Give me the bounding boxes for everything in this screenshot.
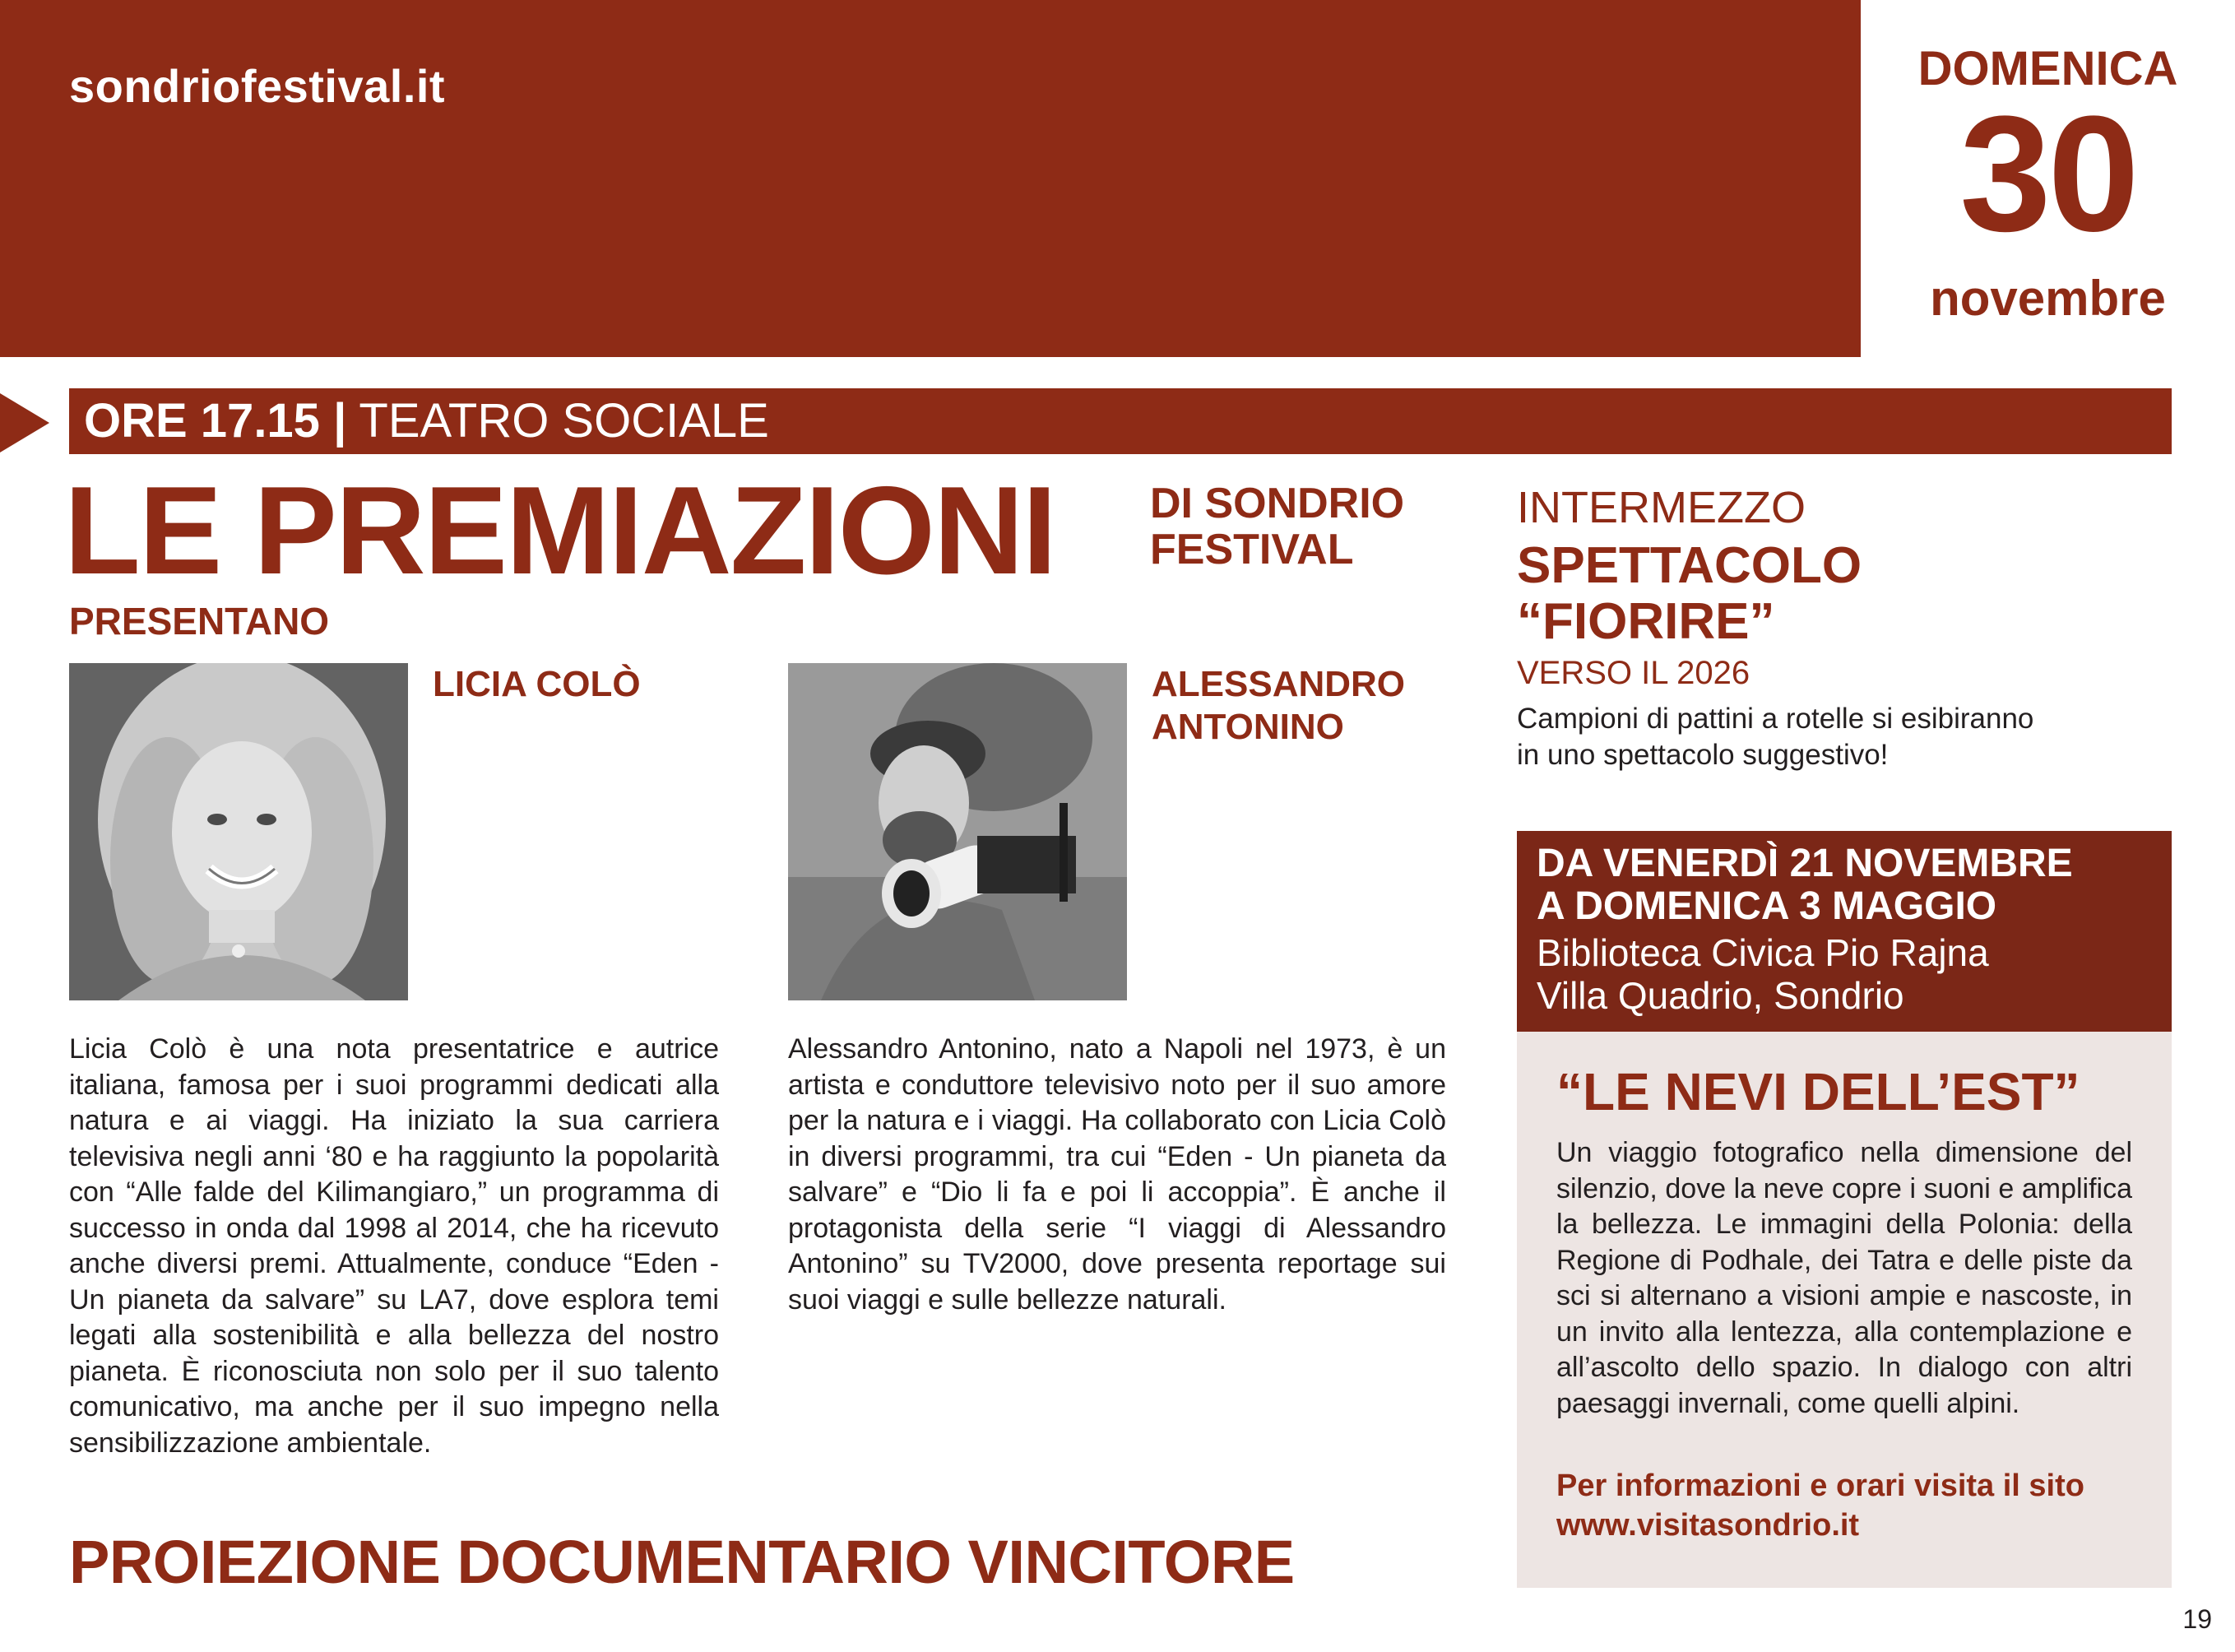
intermezzo-title [1517, 538, 1862, 650]
header-band [0, 0, 1861, 357]
event-subtitle [1150, 480, 1404, 573]
exhibition-info [1556, 1466, 2084, 1545]
presenter-name-alessandro [1152, 663, 1405, 749]
portrait-woman-image [69, 663, 408, 1000]
intermezzo-desc-line: in uno spettacolo suggestivo! [1517, 739, 1889, 771]
presenter-bio-alessandro: Alessandro Antonino, nato a Napoli nel 1973, è un artista e conduttore televisivo noto per il suo amore per la natura e i viaggi. Ha collaborato con Licia Colò in diversi programmi, tra cui “Eden - Un pianeta da salvare” e “Dio li fa e poi li accoppia”. È anche il protagonista della serie “I viaggi di Alessandro Antonino” su TV2000, dove presenta reportage sui suoi viaggi e sulle bellezze naturali. [788, 1033, 1446, 1316]
time-separator: | [333, 394, 347, 448]
presenter-name-line: LICIA COLÒ [433, 664, 641, 704]
intermezzo-subtitle: VERSO IL 2026 [1517, 655, 1750, 691]
presenter-photo-licia [69, 663, 408, 1000]
exhibition-description: Un viaggio fotografico nella dimensione del silenzio, dove la neve copre i suoni e amplifica la bellezza. Le immagini della Polonia: della Regione di Podhale, dei Tatra e delle piste da sci si alternano a visioni ampie e nascoste, in un invito alla lentezza, alla contemplazione e all’ascolto dello spazio. In dialogo con altri paesaggi invernali, come quelli alpini. [1556, 1137, 2132, 1419]
portrait-man-camera-image [788, 663, 1127, 1000]
subtitle-line-1: DI SONDRIO [1150, 480, 1405, 527]
exhibition-location-line: Villa Quadrio, Sondrio [1537, 974, 1904, 1017]
exhibition-date-line: A DOMENICA 3 MAGGIO [1537, 884, 1997, 928]
date-day: 30 [1959, 82, 2136, 266]
projection-heading: PROIEZIONE DOCUMENTARIO VINCITORE [69, 1528, 1295, 1596]
date-weekday: DOMENICA [1917, 42, 2178, 95]
event-time: ORE 17.15 [84, 394, 320, 448]
presenter-photo-alessandro [788, 663, 1127, 1000]
intermezzo-description [1517, 701, 2033, 773]
intermezzo-title-line: SPETTACOLO [1517, 537, 1862, 594]
exhibition-title: “LE NEVI DELL’EST” [1556, 1062, 2080, 1121]
event-time-bar [69, 388, 2172, 454]
exhibition-info-line: Per informazioni e orari visita il sito [1556, 1469, 2084, 1503]
exhibition-date-line: DA VENERDÌ 21 NOVEMBRE [1537, 842, 2073, 885]
arrow-marker-icon [0, 393, 49, 452]
presenter-bio-licia: Licia Colò è una nota presentatrice e autrice italiana, famosa per i suoi programmi dedicati alla natura e ai viaggi. Ha iniziato la sua carriera televisiva negli anni ‘80 e ha raggiunto la popolarità con “Alle falde del Kilimangiaro,” un programma di successo in onda dal 1998 al 2014, che ha ricevuto anche diversi premi. Attualmente, conduce “Eden - Un pianeta da salvare” su LA7, dove esplora temi legati alla sostenibilità e alla bellezza del nostro pianeta. È riconosciuta non solo per il suo talento comunicativo, ma anche per il suo impegno nella sensibilizzazione ambientale. [69, 1033, 719, 1459]
presenter-name-line: ANTONINO [1152, 707, 1344, 747]
exhibition-dates [1537, 842, 2073, 928]
intermezzo-title-line: “FIORIRE” [1517, 593, 1775, 650]
intermezzo-label: INTERMEZZO [1517, 483, 1806, 532]
exhibition-website-link[interactable]: www.visitasondrio.it [1556, 1508, 1860, 1543]
exhibition-panel [1517, 1032, 2172, 1588]
exhibition-header [1517, 831, 2172, 1032]
event-title: LE PREMIAZIONI [64, 461, 1055, 601]
exhibition-location [1537, 931, 1989, 1017]
date-month: novembre [1930, 271, 2166, 326]
page-number: 19 [2182, 1604, 2212, 1634]
exhibition-location-line: Biblioteca Civica Pio Rajna [1537, 931, 1989, 974]
presenter-name-licia [433, 663, 641, 706]
site-url: sondriofestival.it [69, 60, 446, 112]
presenter-name-line: ALESSANDRO [1152, 664, 1406, 704]
event-venue: TEATRO SOCIALE [359, 394, 769, 448]
intermezzo-desc-line: Campioni di pattini a rotelle si esibiranno [1517, 703, 2034, 735]
date-box [1861, 0, 2235, 357]
subtitle-line-2: FESTIVAL [1150, 526, 1354, 573]
presenters-label: PRESENTANO [69, 600, 330, 643]
